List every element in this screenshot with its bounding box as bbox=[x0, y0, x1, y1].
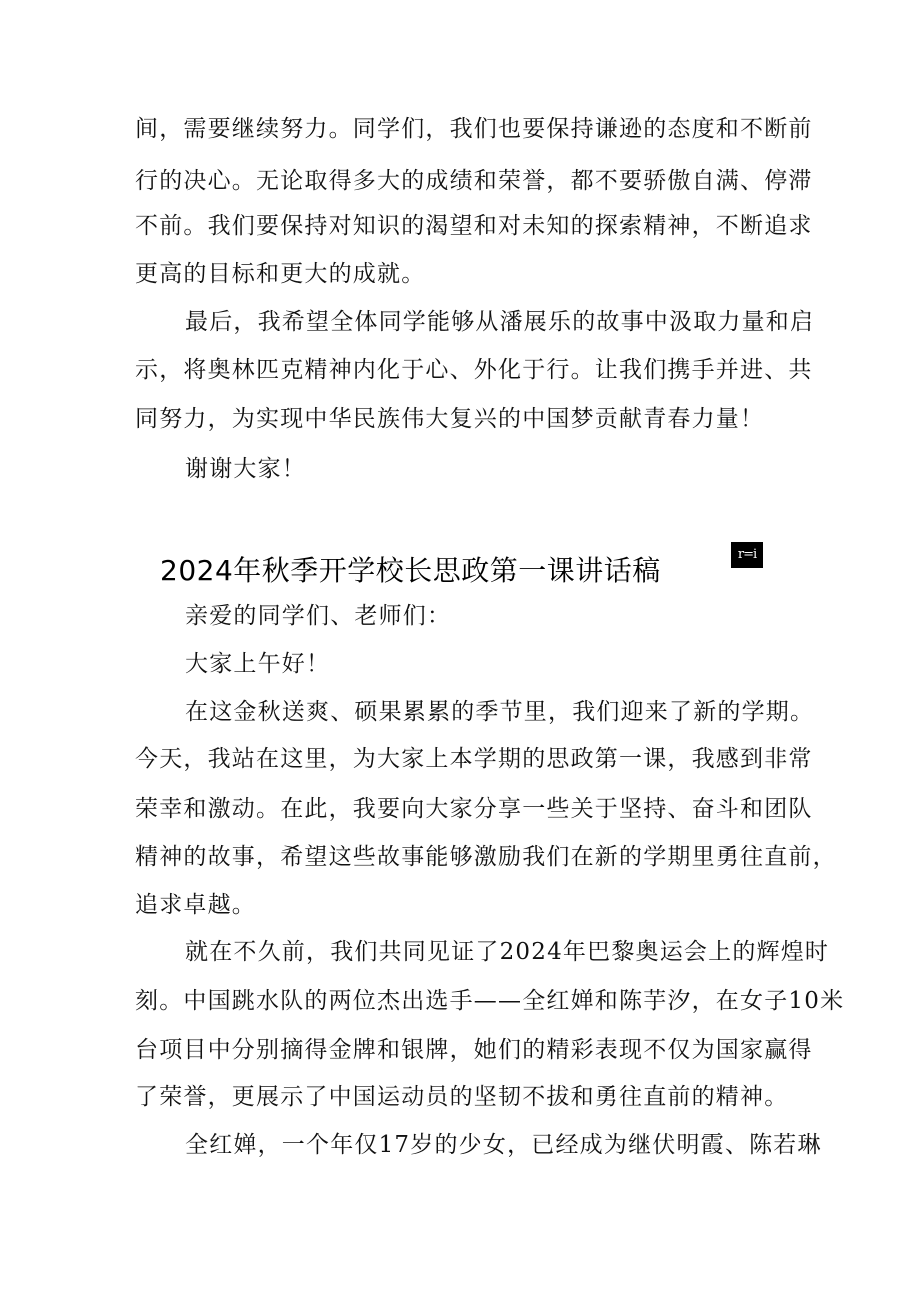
paragraph-line: 最后，我希望全体同学能够从潘展乐的故事中汲取力量和启 bbox=[185, 309, 815, 335]
title-mark-stamp: r=i bbox=[731, 542, 763, 568]
paragraph-line: 追求卓越。 bbox=[135, 892, 256, 918]
paragraph-line: 间，需要继续努力。同学们，我们也要保持谦逊的态度和不断前 bbox=[135, 116, 813, 142]
paragraph-line: 行的决心。无论取得多大的成绩和荣誉，都不要骄傲自满、停滞 bbox=[135, 168, 813, 194]
paragraph-line: 示，将奥林匹克精神内化于心、外化于行。让我们携手并进、共 bbox=[135, 357, 813, 383]
paragraph-line: 了荣誉，更展示了中国运动员的坚韧不拔和勇往直前的精神。 bbox=[135, 1084, 789, 1110]
page-title: 2024年秋季开学校长思政第一课讲话稿 bbox=[160, 554, 661, 587]
paragraph-line: 精神的故事，希望这些故事能够激励我们在新的学期里勇往直前， bbox=[135, 844, 837, 870]
salutation-line: 亲爱的同学们、老师们： bbox=[185, 603, 452, 629]
paragraph-line: 荣幸和激动。在此，我要向大家分享一些关于坚持、奋斗和团队 bbox=[135, 796, 813, 822]
greeting-line: 大家上午好！ bbox=[185, 651, 331, 677]
closing-line: 谢谢大家！ bbox=[185, 456, 306, 482]
paragraph-line: 不前。我们要保持对知识的渴望和对未知的探索精神，不断追求 bbox=[135, 213, 813, 239]
paragraph-line: 在这金秋送爽、硕果累累的季节里，我们迎来了新的学期。 bbox=[185, 699, 815, 725]
paragraph-line: 全红婵，一个年仅17岁的少女，已经成为继伏明霞、陈若琳 bbox=[185, 1132, 822, 1158]
paragraph-line: 今天，我站在这里，为大家上本学期的思政第一课，我感到非常 bbox=[135, 746, 813, 772]
paragraph-line: 就在不久前，我们共同见证了2024年巴黎奥运会上的辉煌时 bbox=[185, 939, 830, 965]
paragraph-line: 刻。中国跳水队的两位杰出选手——全红婵和陈芋汐，在女子10米 bbox=[135, 988, 845, 1014]
paragraph-line: 更高的目标和更大的成就。 bbox=[135, 261, 426, 287]
paragraph-line: 同努力，为实现中华民族伟大复兴的中国梦贡献青春力量！ bbox=[135, 406, 765, 432]
paragraph-line: 台项目中分别摘得金牌和银牌，她们的精彩表现不仅为国家赢得 bbox=[135, 1037, 813, 1063]
